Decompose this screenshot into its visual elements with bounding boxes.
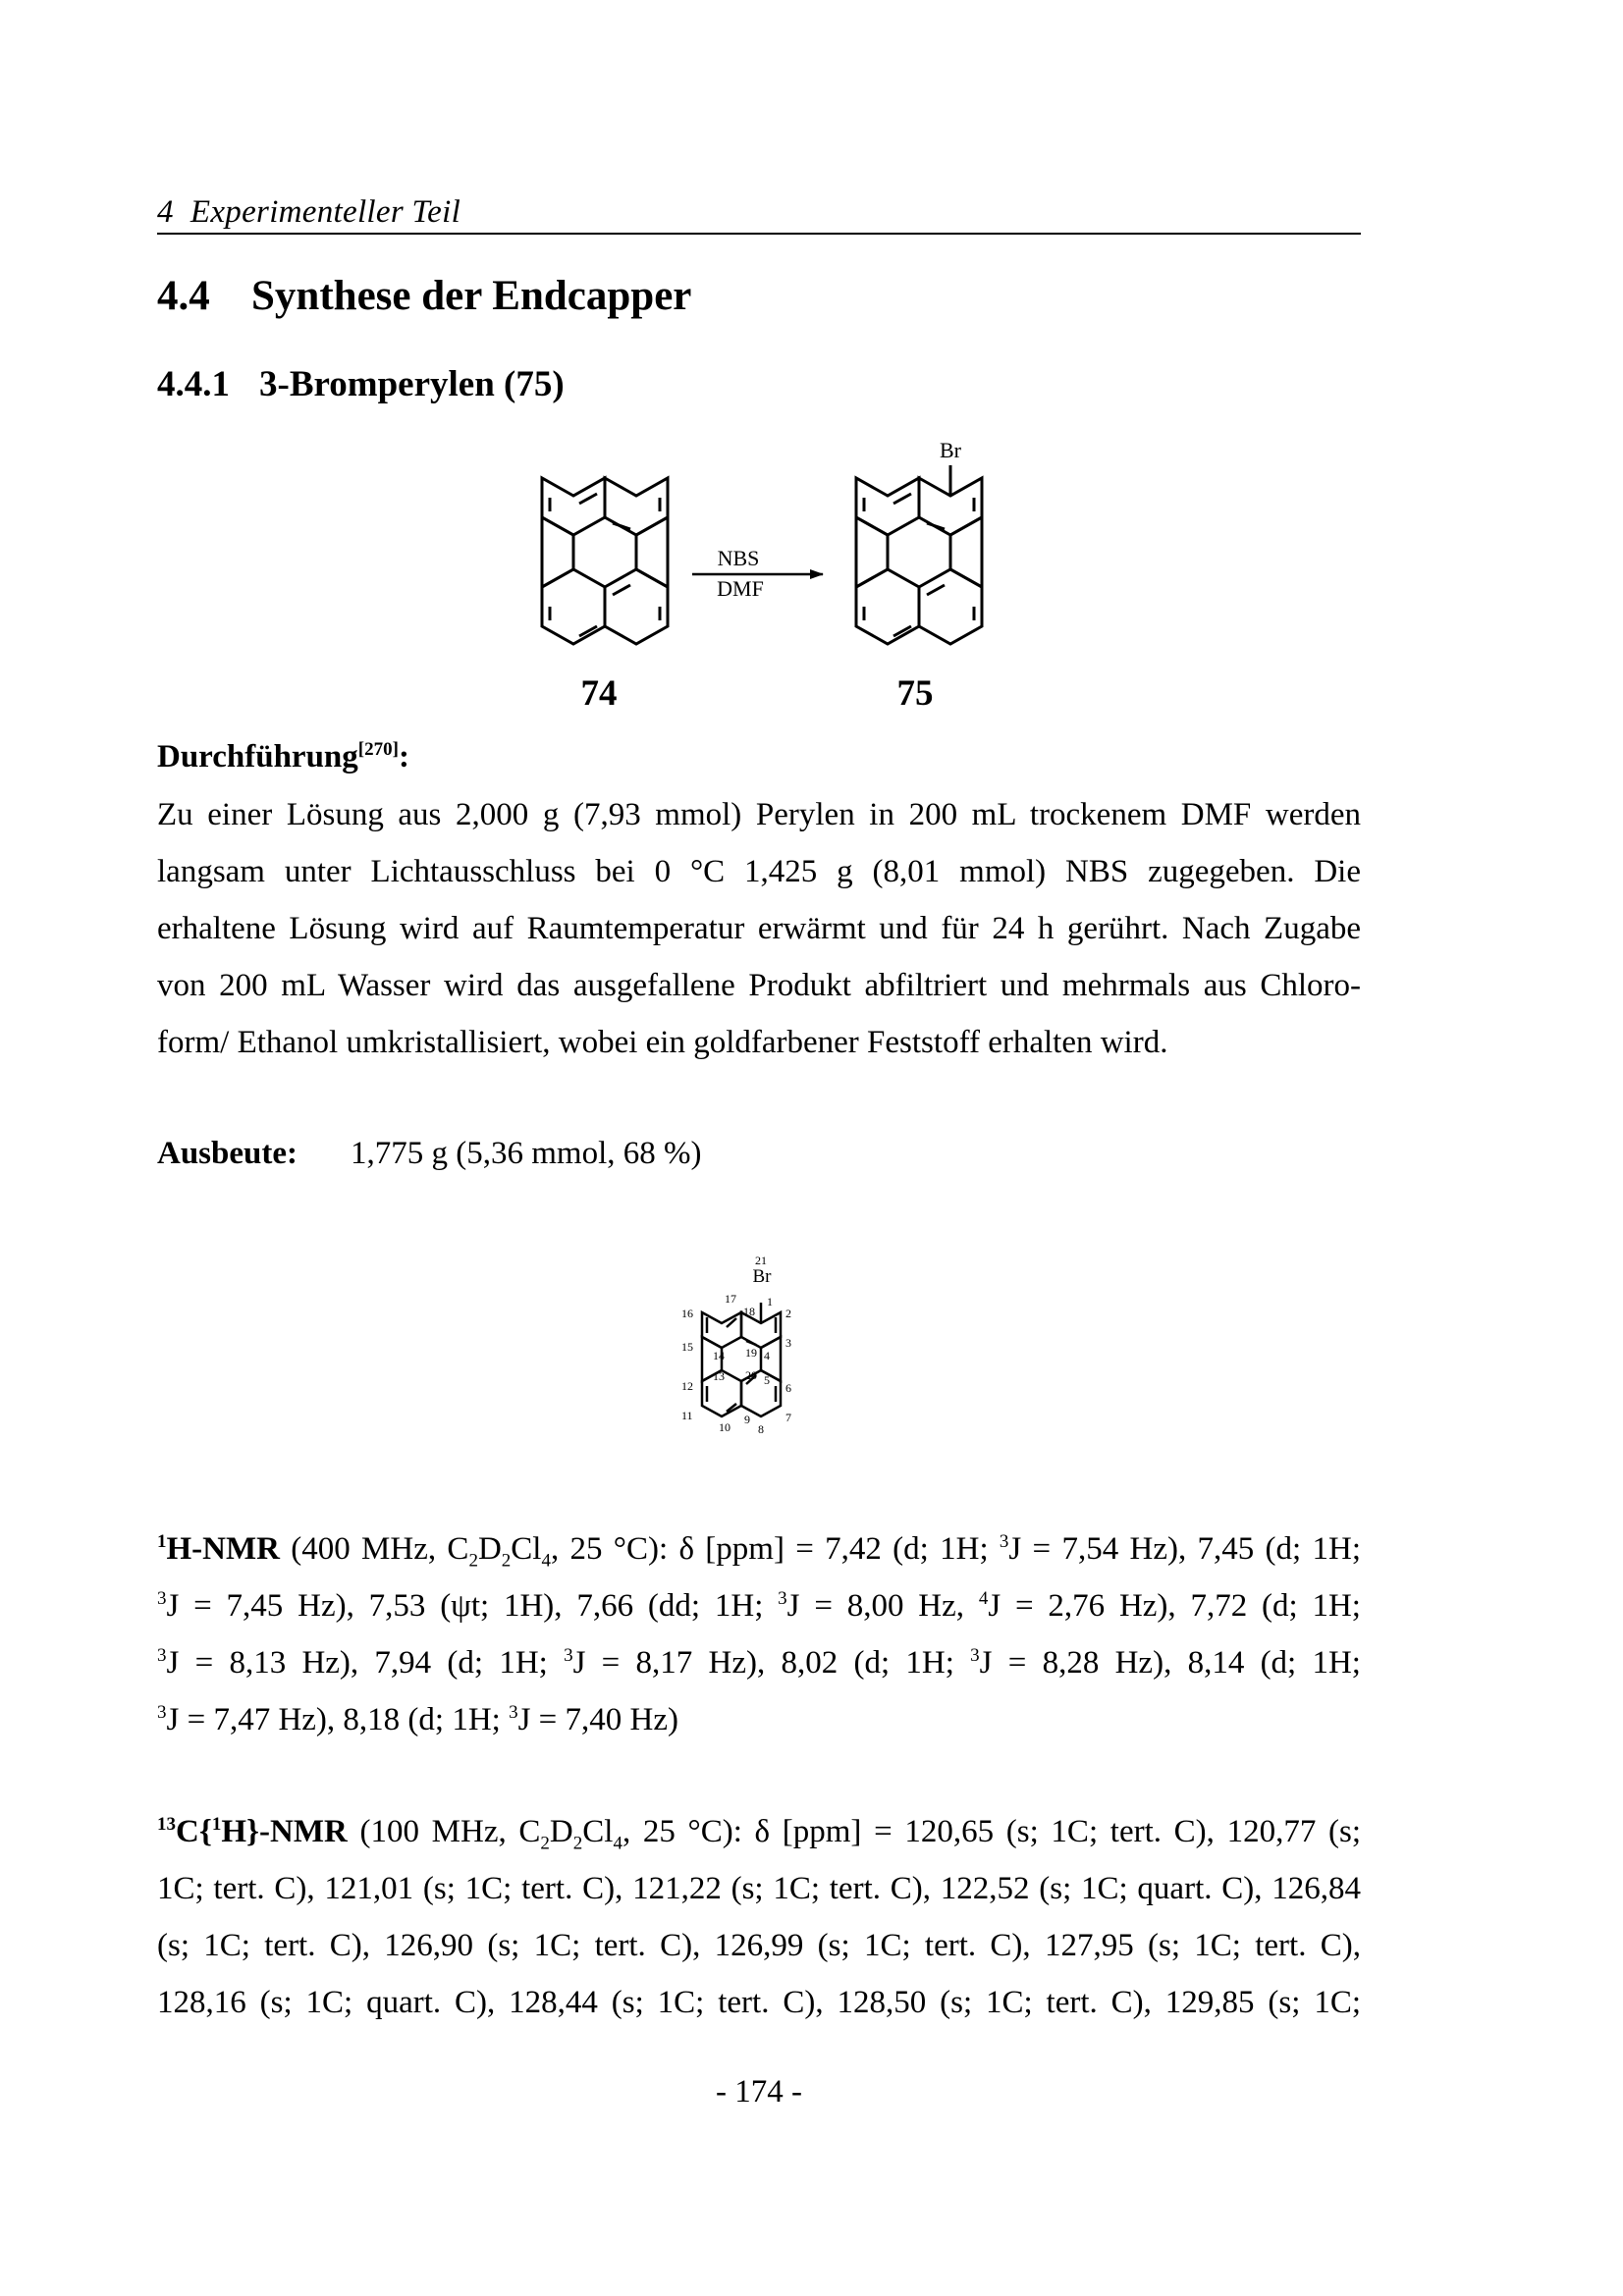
h-nmr-line [157, 1577, 1361, 1634]
atom-label: 2 [785, 1307, 791, 1320]
sub: 2 [501, 1550, 512, 1572]
shift-text: J = 8,28 Hz), 8,14 (d; 1H; [979, 1645, 1361, 1681]
numbered-structure [668, 1247, 864, 1507]
atom-label: 13 [713, 1369, 725, 1383]
yield-label: Ausbeute: [157, 1136, 298, 1171]
c-nmr-data [157, 1803, 1361, 2031]
atom-label: 6 [785, 1381, 791, 1395]
shift-text: J = 7,40 Hz) [517, 1702, 679, 1737]
nucleus-sup: 1 [157, 1531, 167, 1552]
coupling-sup: 4 [978, 1588, 989, 1609]
reagent-bottom: DMF [717, 576, 764, 601]
conditions: Cl [511, 1531, 542, 1567]
section-title: Synthese der Endcapper [251, 273, 692, 319]
atom-label: 1 [767, 1295, 773, 1308]
atom-label: 5 [764, 1373, 770, 1387]
reactant-label: 74 [580, 673, 618, 714]
conditions: (400 MHz, C [279, 1531, 469, 1567]
method: -NMR [191, 1531, 280, 1567]
atom-label: 3 [785, 1336, 791, 1350]
bromine-label: Br [940, 438, 961, 462]
shift-text: J = 8,13 Hz), 7,94 (d; 1H; [166, 1645, 565, 1681]
coupling-sup: 3 [157, 1702, 167, 1723]
coupling-sup: 3 [509, 1702, 518, 1723]
reaction-scheme [0, 0, 1623, 746]
conditions: (100 MHz, C [347, 1814, 541, 1849]
procedure-label-text: Durchführung [157, 739, 358, 774]
conditions: D [549, 1814, 573, 1849]
atom-label: 21 [755, 1254, 767, 1267]
procedure-line: erhaltene Lösung wird auf Raumtemperatur erwärmt und für 24 h gerührt. Nach Zugabe [157, 911, 1361, 946]
yield-value: 1,775 g (5,36 mmol, 68 %) [351, 1136, 702, 1171]
bromoperylene-structure [856, 465, 982, 644]
shift-text: J = 7,47 Hz), 8,18 (d; 1H; [166, 1702, 510, 1737]
c-nmr-line: 1C; tert. C), 121,01 (s; 1C; tert. C), 121,22 (s; 1C; tert. C), 122,52 (s; 1C; quart. C), 126,84 [157, 1871, 1361, 1906]
nucleus: C{ [176, 1814, 212, 1849]
product-label: 75 [896, 673, 934, 714]
procedure-line: form/ Ethanol umkristallisiert, wobei ein goldfarbener Feststoff erhalten wird. [157, 1025, 1168, 1060]
section-number: 4.4 [157, 273, 210, 319]
shift-text: J = 7,54 Hz), 7,45 (d; 1H; [1008, 1531, 1361, 1567]
nucleus: H [166, 1531, 192, 1567]
atom-label: 7 [785, 1411, 791, 1424]
atom-label: 11 [681, 1409, 693, 1422]
conditions: Cl [582, 1814, 614, 1849]
atom-label: 16 [681, 1307, 693, 1320]
h-nmr-data [157, 1521, 1361, 1748]
sub: 2 [540, 1833, 550, 1854]
shift-text: , 25 °C): δ [ppm] = 120,65 (s; 1C; tert. C), 120,77 (s; [622, 1814, 1361, 1849]
coupling-sup: 3 [999, 1531, 1009, 1552]
sub: 2 [468, 1550, 478, 1572]
shift-text: J = 2,76 Hz), 7,72 (d; 1H; [988, 1588, 1361, 1624]
procedure-colon: : [398, 739, 409, 774]
nucleus-sup: 13 [157, 1814, 176, 1835]
nucleus-sup: 1 [211, 1814, 222, 1835]
shift-text: J = 8,00 Hz, [786, 1588, 979, 1624]
procedure-label [157, 739, 409, 775]
conditions: , 25 °C): δ [ppm] = 7,42 (d; 1H; [550, 1531, 1000, 1567]
coupling-sup: 3 [157, 1645, 167, 1666]
atom-label: 9 [744, 1413, 750, 1426]
h-nmr-line [157, 1634, 1361, 1691]
atom-label: 15 [681, 1340, 693, 1354]
procedure-ref: [270] [357, 739, 399, 760]
c-nmr-line [157, 1803, 1361, 1860]
procedure-text [157, 786, 1361, 1071]
coupling-sup: 3 [564, 1645, 573, 1666]
procedure-line: von 200 mL Wasser wird das ausgefallene Produkt abfiltriert und mehrmals aus Chloro- [157, 968, 1361, 1003]
atom-label: 18 [743, 1305, 755, 1318]
reagent-top: NBS [717, 546, 760, 570]
sub: 2 [572, 1833, 583, 1854]
c-nmr-line: 128,16 (s; 1C; quart. C), 128,44 (s; 1C; tert. C), 128,50 (s; 1C; tert. C), 129,85 (s; 1C; [157, 1985, 1361, 2020]
bromine-label: Br [752, 1266, 772, 1287]
coupling-sup: 3 [970, 1645, 980, 1666]
atom-label: 20 [745, 1368, 757, 1382]
procedure-line: langsam unter Lichtausschluss bei 0 °C 1,425 g (8,01 mmol) NBS zugegeben. Die [157, 854, 1361, 889]
atom-label: 4 [764, 1349, 770, 1362]
conditions: D [477, 1531, 502, 1567]
atom-label: 12 [681, 1379, 693, 1393]
method: H}-NMR [221, 1814, 348, 1849]
h-nmr-line [157, 1691, 1361, 1748]
perylene-structure [542, 478, 668, 644]
running-header: 4 Experimenteller Teil [157, 194, 461, 230]
subsection-number: 4.4.1 [157, 364, 230, 404]
atom-label: 10 [719, 1420, 730, 1434]
sub: 4 [541, 1550, 551, 1572]
procedure-line: Zu einer Lösung aus 2,000 g (7,93 mmol) Perylen in 200 mL trockenem DMF werden [157, 797, 1361, 832]
shift-text: J = 7,45 Hz), 7,53 (ψt; 1H), 7,66 (dd; 1H; [166, 1588, 779, 1624]
c-nmr-line: (s; 1C; tert. C), 126,90 (s; 1C; tert. C), 126,99 (s; 1C; tert. C), 127,95 (s; 1C; tert. C), [157, 1928, 1361, 1963]
sub: 4 [613, 1833, 622, 1854]
page-number: - 174 - [716, 2074, 802, 2109]
h-nmr-line [157, 1521, 1361, 1577]
coupling-sup: 3 [157, 1588, 167, 1609]
shift-text: J = 8,17 Hz), 8,02 (d; 1H; [572, 1645, 971, 1681]
atom-label: 19 [745, 1346, 757, 1360]
subsection-title: 3-Bromperylen (75) [259, 364, 565, 404]
atom-label: 17 [725, 1292, 736, 1306]
atom-label: 8 [758, 1422, 764, 1436]
coupling-sup: 3 [778, 1588, 787, 1609]
atom-label: 14 [713, 1349, 725, 1362]
